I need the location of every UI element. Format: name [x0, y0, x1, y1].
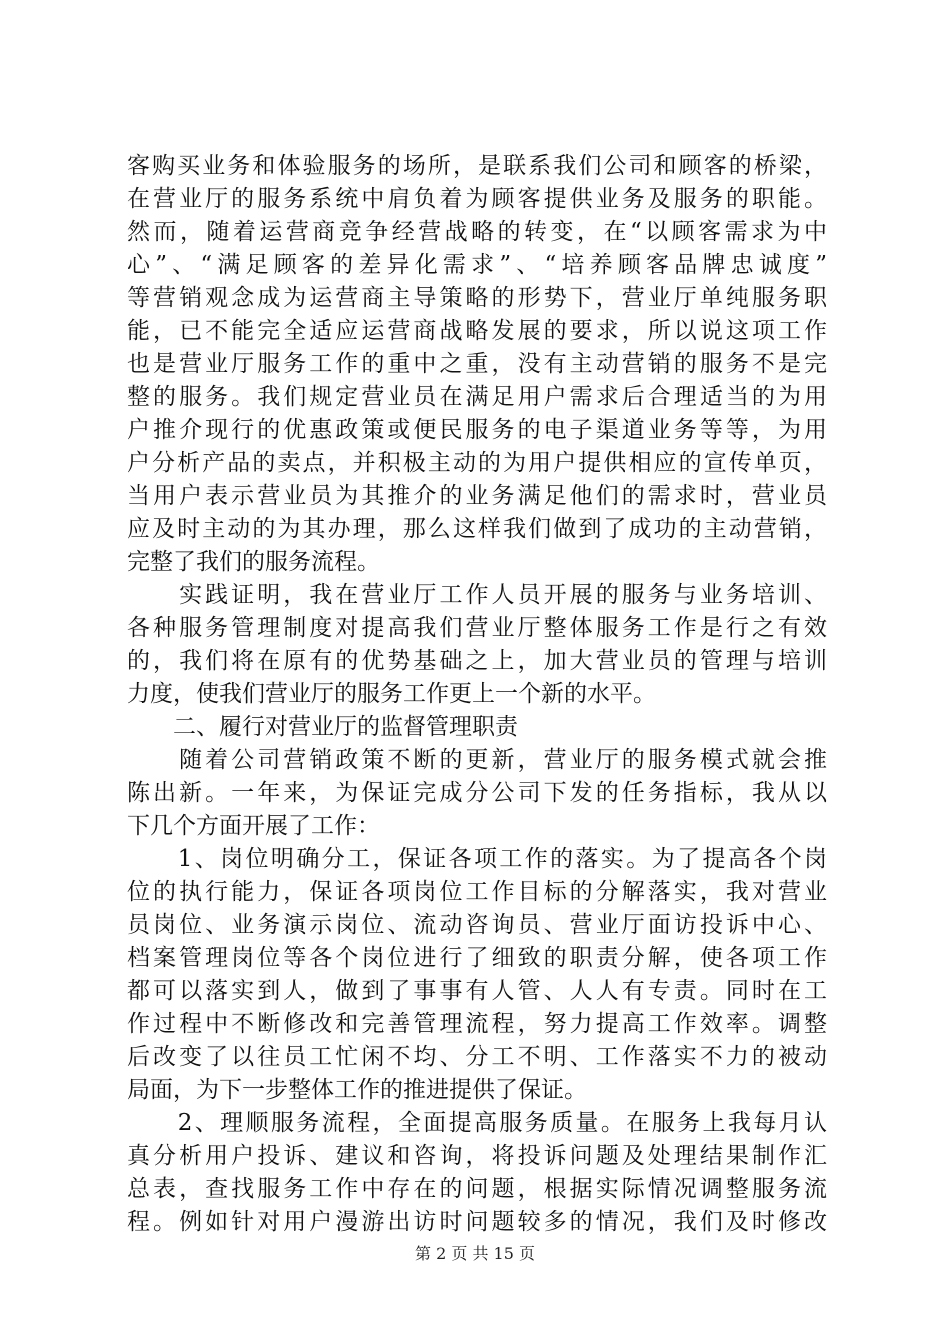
text-line: 在营业厅的服务系统中肩负着为顾客提供业务及服务的职能。: [127, 186, 827, 212]
text-line: 作过程中不断修改和完善管理流程，努力提高工作效率。调整: [127, 1011, 827, 1037]
text-line: 实践证明，我在营业厅工作人员开展的服务与业务培训、: [127, 582, 827, 608]
text-line: 下几个方面开展了工作：: [127, 813, 380, 839]
text-line: 心”、“满足顾客的差异化需求”、“培养顾客品牌忠诚度”: [127, 252, 827, 278]
text-line: 力度，使我们营业厅的服务工作更上一个新的水平。: [127, 681, 656, 707]
text-line: 1、岗位明确分工，保证各项工作的落实。为了提高各个岗: [127, 846, 827, 872]
text-line: 员岗位、业务演示岗位、流动咨询员、营业厅面访投诉中心、: [127, 912, 827, 938]
text-line: 随着公司营销政策不断的更新，营业厅的服务模式就会推: [127, 747, 827, 773]
text-line: 的，我们将在原有的优势基础之上，加大营业员的管理与培训: [127, 648, 827, 674]
text-line: 真分析用户投诉、建议和咨询，将投诉问题及处理结果制作汇: [127, 1143, 827, 1169]
text-line: 然而，随着运营商竞争经营战略的转变，在“以顾客需求为中: [127, 219, 827, 245]
text-line: 户推介现行的优惠政策或便民服务的电子渠道业务等等，为用: [127, 417, 827, 443]
text-line: 当用户表示营业员为其推介的业务满足他们的需求时，营业员: [127, 483, 827, 509]
text-line: 能，已不能完全适应运营商战略发展的要求，所以说这项工作: [127, 318, 827, 344]
text-line: 整的服务。我们规定营业员在满足用户需求后合理适当的为用: [127, 384, 827, 410]
text-line: 二、履行对营业厅的监督管理职责: [127, 714, 518, 740]
text-line: 2、理顺服务流程，全面提高服务质量。在服务上我每月认: [127, 1110, 827, 1136]
text-line: 也是营业厅服务工作的重中之重，没有主动营销的服务不是完: [127, 351, 827, 377]
text-line: 后改变了以往员工忙闲不均、分工不明、工作落实不力的被动: [127, 1044, 827, 1070]
text-line: 总表，查找服务工作中存在的问题，根据实际情况调整服务流: [127, 1176, 827, 1202]
text-line: 陈出新。一年来，为保证完成分公司下发的任务指标，我从以: [127, 780, 827, 806]
text-line: 完整了我们的服务流程。: [127, 549, 380, 575]
text-line: 应及时主动的为其办理，那么这样我们做到了成功的主动营销，: [127, 516, 827, 542]
text-line: 局面，为下一步整体工作的推进提供了保证。: [127, 1077, 587, 1103]
text-line: 位的执行能力，保证各项岗位工作目标的分解落实，我对营业: [127, 879, 827, 905]
text-line: 都可以落实到人，做到了事事有人管、人人有专责。同时在工: [127, 978, 827, 1004]
text-line: 档案管理岗位等各个岗位进行了细致的职责分解，使各项工作: [127, 945, 827, 971]
text-line: 各种服务管理制度对提高我们营业厅整体服务工作是行之有效: [127, 615, 827, 641]
text-line: 等营销观念成为运营商主导策略的形势下，营业厅单纯服务职: [127, 285, 827, 311]
text-line: 程。例如针对用户漫游出访时问题较多的情况，我们及时修改: [127, 1209, 827, 1235]
page-footer: 第 2 页 共 15 页: [415, 1244, 535, 1263]
body-text: [127, 150, 827, 1239]
text-line: 客购买业务和体验服务的场所，是联系我们公司和顾客的桥梁，: [127, 153, 827, 179]
text-line: 户分析产品的卖点，并积极主动的为用户提供相应的宣传单页，: [127, 450, 827, 476]
